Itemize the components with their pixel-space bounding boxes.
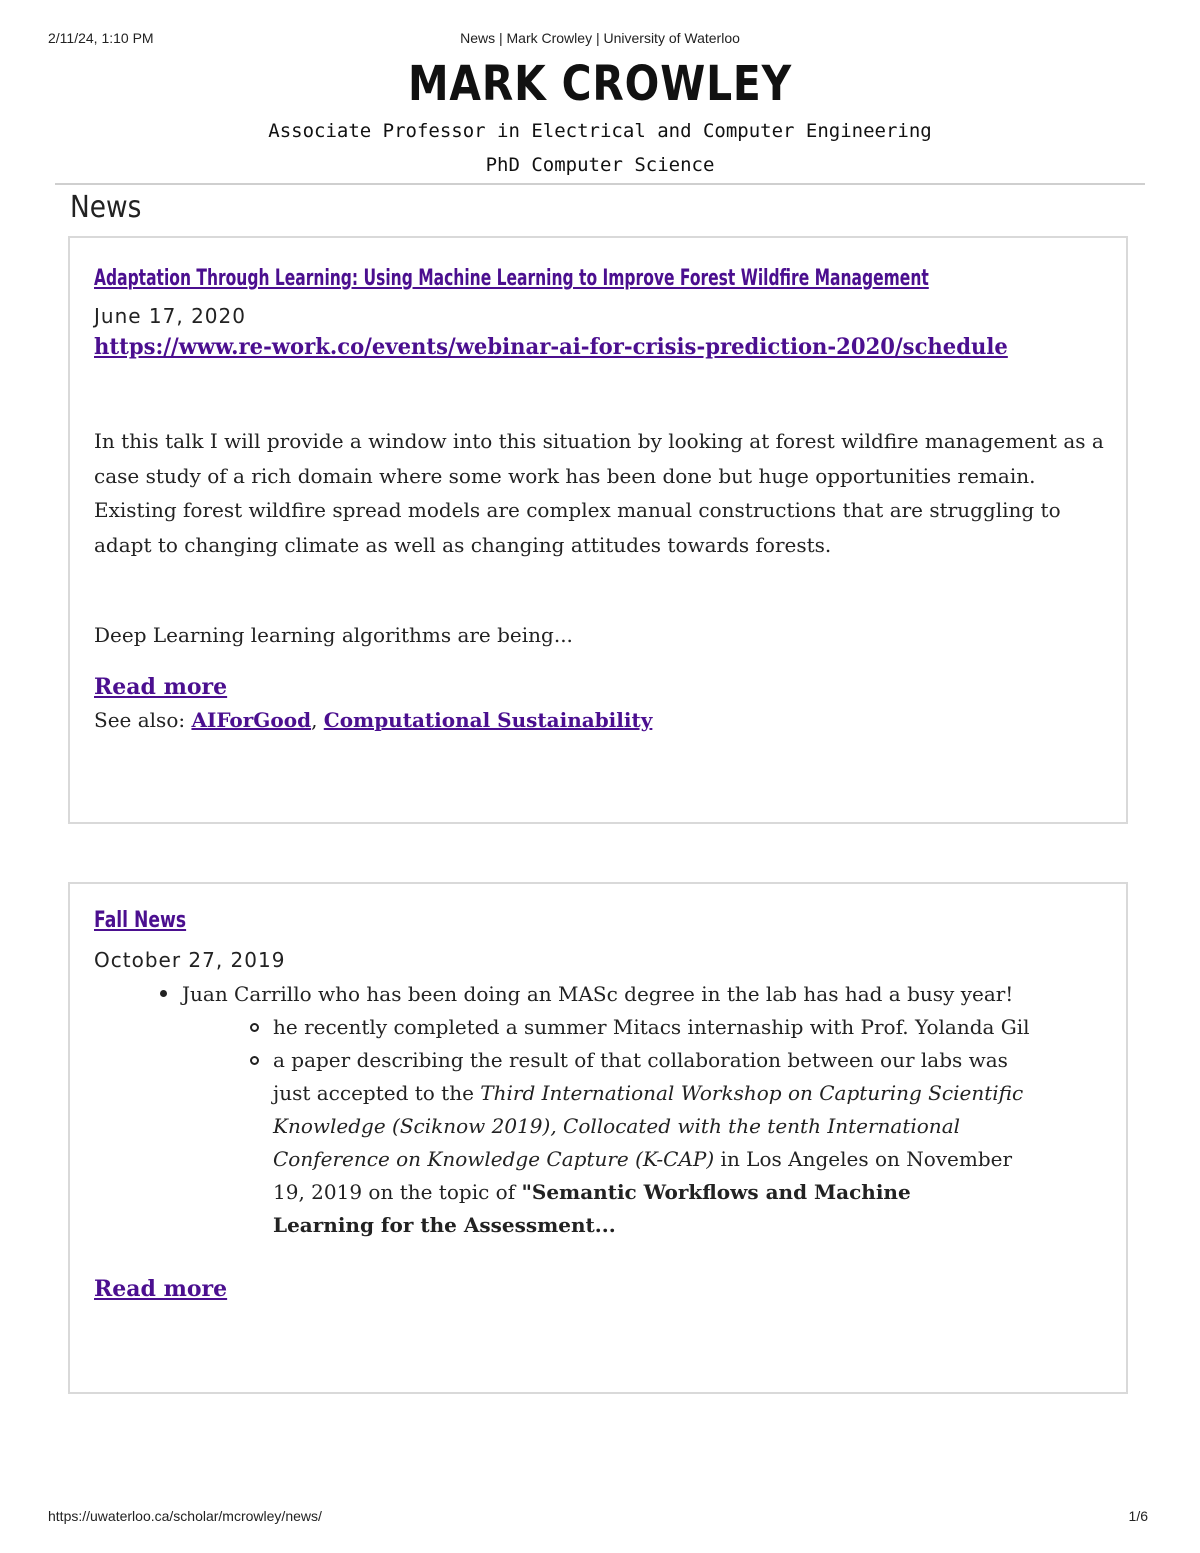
read-more-link[interactable]: Read more bbox=[94, 674, 228, 700]
see-also-label: See also: bbox=[94, 708, 192, 732]
bold-text: "Semantic Workflows and Machine bbox=[521, 1180, 911, 1204]
line bbox=[273, 1176, 1113, 1209]
news-title-link[interactable]: Fall News bbox=[94, 908, 187, 933]
line bbox=[273, 1077, 1113, 1110]
line bbox=[273, 1143, 1113, 1176]
news-body-paragraph: In this talk I will provide a window into this situation by looking at forest wildfire management as a case study of a rich domain where some work has been done but huge opportunities remain. Existing forest wildfire spread models are complex manual constructions that are struggling to adapt to changing climate as well as changing attitudes towards forests. bbox=[94, 429, 1104, 557]
line: a paper describing the result of that collaboration between our labs was bbox=[273, 1048, 1008, 1072]
italic-text: Third International Workshop on Capturing Scientific bbox=[480, 1081, 1024, 1105]
sub-list-item: he recently completed a summer Mitacs internaship with Prof. Yolanda Gil bbox=[273, 1015, 1030, 1039]
sub-list-item bbox=[273, 1044, 1113, 1242]
bold-text: Learning for the Assessment... bbox=[273, 1213, 616, 1237]
news-item bbox=[68, 236, 1128, 824]
text: 19, 2019 on the topic of bbox=[273, 1180, 522, 1204]
site-subtitle-position: Associate Professor in Electrical and Computer Engineering bbox=[268, 120, 932, 142]
read-more-link[interactable]: Read more bbox=[94, 1276, 228, 1302]
text: just accepted to the bbox=[273, 1081, 481, 1105]
list-item: Juan Carrillo who has been doing an MASc degree in the lab has had a busy year! bbox=[182, 982, 1014, 1006]
site-name[interactable]: MARK CROWLEY bbox=[407, 56, 793, 112]
italic-text: Knowledge (Sciknow 2019), Collocated with the tenth International bbox=[273, 1114, 961, 1138]
print-page-title: News | Mark Crowley | University of Waterloo bbox=[460, 30, 740, 46]
news-date: October 27, 2019 bbox=[94, 948, 286, 972]
see-also bbox=[94, 708, 652, 732]
tag-separator: , bbox=[311, 708, 324, 732]
header-divider bbox=[55, 183, 1145, 185]
line bbox=[273, 1110, 1113, 1143]
site-subtitle-degree: PhD Computer Science bbox=[485, 154, 715, 176]
news-title-link[interactable]: Adaptation Through Learning: Using Machine Learning to Improve Forest Wildfire Management bbox=[94, 266, 929, 291]
circle-bullet-icon bbox=[250, 1023, 259, 1032]
tag-link-computational-sustainability[interactable]: Computational Sustainability bbox=[323, 708, 653, 732]
page-title: News bbox=[70, 190, 142, 225]
print-date: 2/11/24, 1:10 PM bbox=[48, 30, 154, 46]
print-url: https://uwaterloo.ca/scholar/mcrowley/news/ bbox=[48, 1508, 322, 1524]
circle-bullet-icon bbox=[250, 1056, 259, 1065]
line bbox=[273, 1209, 1113, 1242]
news-date: June 17, 2020 bbox=[94, 304, 246, 328]
print-page-number: 1/6 bbox=[1128, 1508, 1148, 1524]
tag-link-aiforgood[interactable]: AIForGood bbox=[191, 708, 312, 732]
news-teaser: Deep Learning learning algorithms are being... bbox=[94, 623, 573, 647]
italic-text: Conference on Knowledge Capture (K-CAP) bbox=[273, 1147, 715, 1171]
text: in Los Angeles on November bbox=[714, 1147, 1013, 1171]
event-url-link[interactable]: https://www.re-work.co/events/webinar-ai-for-crisis-prediction-2020/schedule bbox=[94, 334, 1008, 360]
bullet-icon bbox=[160, 990, 167, 997]
news-item bbox=[68, 882, 1128, 1394]
